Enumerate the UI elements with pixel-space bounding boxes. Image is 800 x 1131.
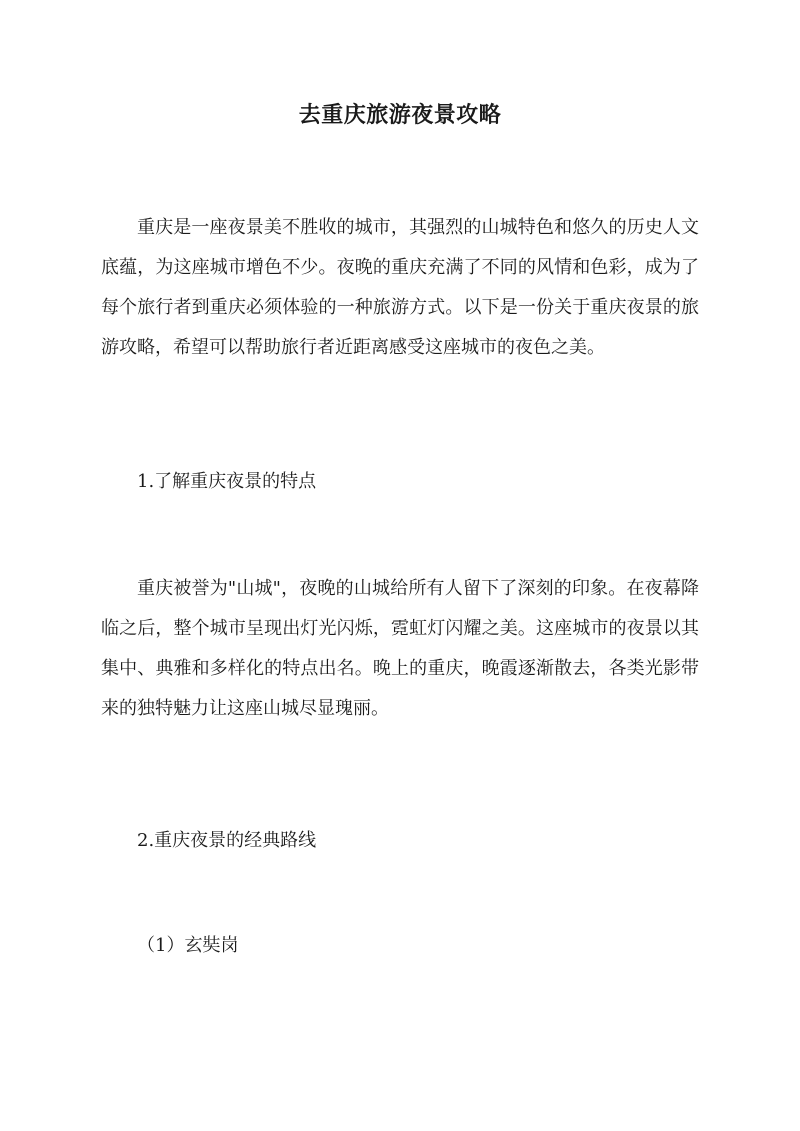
section-heading-routes: 2.重庆夜景的经典路线 bbox=[137, 830, 317, 851]
features-paragraph: 重庆被誉为"山城"，夜晚的山城给所有人留下了深刻的印象。在夜幕降临之后，整个城市呈现出灯光闪烁，霓虹灯闪耀之美。这座城市的夜景以其集中、典雅和多样化的特点出名。晚上的重庆，晚霞逐渐散去，各类光影带来的独特魅力让这座山城尽显瑰丽。 bbox=[101, 578, 699, 719]
intro-paragraph: 重庆是一座夜景美不胜收的城市，其强烈的山城特色和悠久的历史人文底蕴，为这座城市增色不少。夜晚的重庆充满了不同的风情和色彩，成为了每个旅行者到重庆必须体验的一种旅游方式。以下是一份关于重庆夜景的旅游攻略，希望可以帮助旅行者近距离感受这座城市的夜色之美。 bbox=[101, 217, 699, 358]
subsection-heading-xuanzang: （1）玄奘岗 bbox=[137, 935, 239, 956]
section-heading-features: 1.了解重庆夜景的特点 bbox=[137, 471, 317, 492]
page-title: 去重庆旅游夜景攻略 bbox=[298, 102, 502, 128]
